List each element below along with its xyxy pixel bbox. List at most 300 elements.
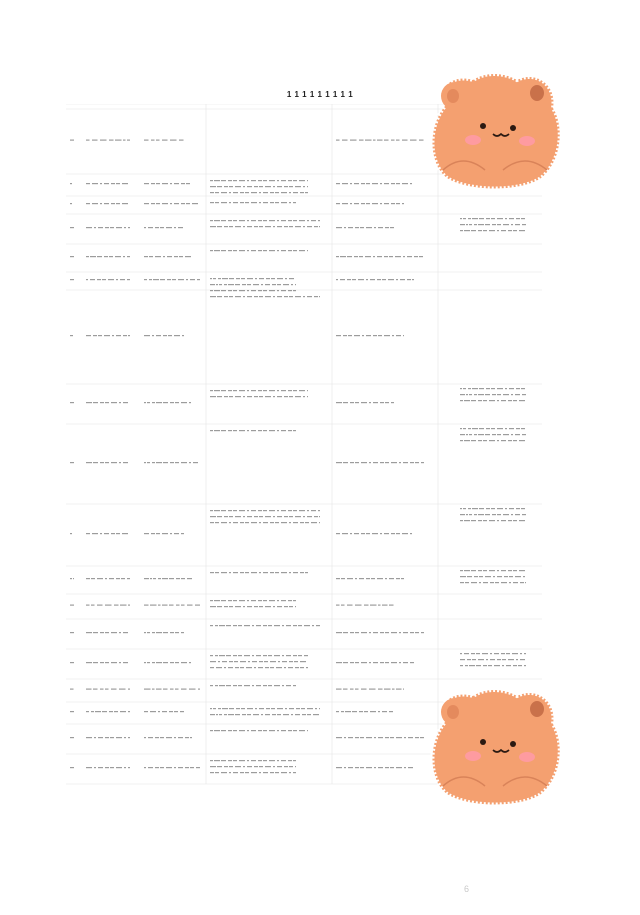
faded-text-mark (291, 714, 293, 715)
faded-text-mark (277, 186, 282, 187)
faded-text-mark (491, 388, 495, 389)
faded-text-mark (275, 772, 279, 773)
faded-text-mark (259, 296, 263, 297)
faded-text-mark (229, 186, 233, 187)
faded-text-mark (472, 508, 478, 509)
faded-text-mark (268, 685, 272, 686)
faded-text-mark (281, 572, 287, 573)
faded-text-mark (170, 689, 174, 690)
faded-text-mark (340, 256, 346, 257)
faded-text-mark (147, 662, 150, 663)
faded-text-mark (508, 440, 512, 441)
faded-text-mark (295, 226, 301, 227)
faded-text-mark (315, 708, 317, 709)
faded-text-mark (403, 256, 405, 257)
faded-text-mark (294, 661, 298, 662)
faded-text-mark (485, 576, 491, 577)
faded-text-mark (341, 578, 345, 579)
faded-text-mark (460, 388, 462, 389)
faded-text-mark (222, 708, 228, 709)
faded-text-mark (391, 462, 397, 463)
faded-text-mark (144, 711, 148, 712)
faded-text-mark (127, 279, 130, 280)
faded-text-mark (178, 279, 184, 280)
faded-text-mark (229, 202, 231, 203)
faded-text-mark (396, 578, 400, 579)
faded-text-mark (178, 227, 183, 228)
faded-text-mark (483, 520, 487, 521)
faded-text-mark (372, 183, 378, 184)
faded-text-mark (247, 250, 249, 251)
faded-text-mark (380, 533, 382, 534)
faded-text-mark (174, 256, 178, 257)
faded-text-mark (86, 689, 92, 690)
faded-text-mark (229, 708, 234, 709)
faded-text-mark (238, 655, 242, 656)
faded-text-mark (259, 522, 261, 523)
faded-text-mark (181, 402, 187, 403)
faded-text-mark (288, 667, 293, 668)
faded-text-mark (258, 730, 262, 731)
faded-text-mark (478, 570, 482, 571)
faded-text-mark (86, 256, 89, 257)
faded-text-mark (505, 218, 507, 219)
faded-text-mark (251, 510, 256, 511)
faded-text-mark (255, 708, 257, 709)
faded-text-mark (254, 606, 258, 607)
faded-text-mark (216, 284, 218, 285)
faded-text-mark (293, 522, 298, 523)
faded-text-mark (497, 520, 499, 521)
faded-text-mark (384, 689, 391, 690)
faded-text-mark (520, 582, 524, 583)
faded-text-mark (243, 296, 245, 297)
faded-text-mark (414, 256, 418, 257)
faded-text-mark (408, 767, 413, 768)
faded-text-mark (224, 226, 228, 227)
faded-text-mark (465, 582, 469, 583)
faded-text-mark (163, 632, 168, 633)
faded-text-mark (312, 625, 314, 626)
faded-text-mark (513, 520, 517, 521)
faded-text-mark (460, 659, 465, 660)
faded-text-mark (281, 600, 286, 601)
faded-text-mark (396, 183, 400, 184)
faded-text-mark (293, 390, 297, 391)
faded-text-mark (166, 227, 172, 228)
faded-text-mark (471, 520, 476, 521)
faded-text-mark (258, 220, 262, 221)
faded-text-mark (497, 440, 499, 441)
faded-text-mark (111, 689, 117, 690)
faded-text-mark (396, 335, 401, 336)
faded-text-mark (263, 510, 267, 511)
faded-text-mark (509, 576, 513, 577)
faded-text-mark (182, 335, 184, 336)
faded-text-mark (471, 570, 476, 571)
faded-text-mark (219, 655, 225, 656)
faded-text-mark (104, 256, 108, 257)
faded-text-mark (295, 516, 301, 517)
faded-text-mark (155, 767, 159, 768)
faded-text-mark (90, 256, 96, 257)
faded-text-mark (210, 250, 213, 251)
faded-text-mark (166, 737, 172, 738)
faded-text-mark (215, 685, 218, 686)
faded-text-mark (266, 708, 270, 709)
faded-text-mark (486, 508, 490, 509)
faded-text-mark (265, 226, 271, 227)
faded-text-mark (372, 533, 378, 534)
faded-text-mark (377, 256, 382, 257)
faded-text-mark (111, 533, 115, 534)
faded-text-mark (189, 462, 191, 463)
faded-text-mark (245, 572, 249, 573)
faded-text-mark (513, 440, 517, 441)
faded-text-mark (277, 296, 282, 297)
faded-text-mark (270, 661, 276, 662)
faded-text-mark (98, 737, 103, 738)
faded-text-mark (235, 667, 239, 668)
faded-text-mark (233, 180, 237, 181)
faded-text-mark (229, 661, 233, 662)
faded-text-mark (219, 685, 225, 686)
faded-text-mark (348, 227, 353, 228)
faded-text-mark (408, 737, 413, 738)
faded-text-mark (472, 428, 478, 429)
faded-text-mark (210, 772, 214, 773)
faded-text-mark (228, 390, 232, 391)
faded-text-mark (214, 390, 220, 391)
faded-text-mark (181, 632, 184, 633)
faded-text-mark (144, 256, 148, 257)
faded-text-mark (336, 183, 340, 184)
faded-text-mark (289, 296, 293, 297)
faded-text-mark (281, 430, 286, 431)
faded-text-mark (350, 533, 352, 534)
faded-text-mark (488, 665, 492, 666)
faded-text-mark (295, 296, 301, 297)
faded-text-mark (124, 227, 126, 228)
faded-text-mark (243, 226, 245, 227)
faded-text-mark (228, 510, 232, 511)
faded-text-mark (179, 256, 183, 257)
faded-text-mark (471, 653, 475, 654)
faded-text-mark (491, 428, 495, 429)
faded-text-mark (265, 516, 271, 517)
faded-text-mark (483, 582, 488, 583)
faded-text-mark (263, 572, 268, 573)
faded-text-mark (374, 767, 376, 768)
faded-text-mark (261, 714, 263, 715)
faded-text-mark (144, 662, 146, 663)
faded-text-mark (281, 220, 286, 221)
faded-text-mark (298, 625, 302, 626)
faded-text-mark (214, 250, 220, 251)
faded-text-mark (123, 662, 128, 663)
faded-text-mark (288, 220, 292, 221)
faded-text-mark (361, 203, 365, 204)
faded-text-mark (233, 772, 238, 773)
faded-text-mark (314, 516, 318, 517)
faded-text-mark (102, 279, 106, 280)
faded-text-mark (365, 140, 372, 141)
faded-text-mark (235, 714, 240, 715)
faded-text-mark (70, 578, 72, 579)
faded-text-mark (156, 203, 160, 204)
faded-text-mark (479, 582, 481, 583)
faded-text-mark (399, 662, 401, 663)
faded-text-mark (120, 279, 125, 280)
faded-text-mark (144, 279, 147, 280)
faded-text-mark (210, 192, 214, 193)
faded-text-mark (350, 462, 354, 463)
faded-text-mark (282, 661, 287, 662)
faded-text-mark (366, 578, 370, 579)
faded-text-mark (123, 335, 127, 336)
faded-text-mark (151, 183, 155, 184)
faded-text-mark (343, 662, 348, 663)
faded-text-mark (270, 667, 274, 668)
faded-text-mark (224, 284, 227, 285)
faded-text-mark (289, 202, 291, 203)
faded-text-mark (523, 576, 525, 577)
faded-text-mark (210, 390, 213, 391)
faded-text-mark (214, 220, 220, 221)
faded-text-mark (508, 570, 512, 571)
faded-text-mark (497, 514, 501, 515)
faded-text-mark (217, 396, 222, 397)
faded-text-mark (513, 570, 517, 571)
faded-text-mark (271, 708, 275, 709)
faded-text-mark (100, 402, 104, 403)
faded-text-mark (156, 402, 162, 403)
faded-text-mark (174, 767, 176, 768)
faded-text-mark (390, 227, 394, 228)
faded-text-mark (497, 400, 499, 401)
faded-text-mark (373, 632, 378, 633)
faded-text-mark (86, 711, 89, 712)
faded-text-mark (286, 625, 291, 626)
faded-text-mark (342, 533, 348, 534)
faded-text-mark (275, 202, 279, 203)
faded-text-mark (460, 434, 465, 435)
faded-text-mark (270, 192, 274, 193)
faded-text-mark (288, 390, 292, 391)
faded-text-mark (342, 183, 348, 184)
faded-text-mark (508, 659, 514, 660)
faded-text-mark (109, 578, 114, 579)
faded-text-mark (252, 625, 254, 626)
faded-text-mark (215, 522, 219, 523)
faded-text-mark (293, 760, 296, 761)
faded-text-mark (259, 226, 263, 227)
faded-text-mark (121, 578, 125, 579)
faded-text-mark (464, 230, 470, 231)
faded-text-mark (289, 766, 293, 767)
faded-text-mark (189, 402, 191, 403)
faded-text-mark (254, 226, 258, 227)
faded-text-mark (174, 203, 179, 204)
faded-text-mark (318, 220, 320, 221)
faded-text-mark (119, 662, 121, 663)
faded-text-mark (128, 711, 130, 712)
faded-text-mark (185, 256, 191, 257)
faded-text-mark (509, 508, 514, 509)
faded-text-mark (218, 278, 221, 279)
faded-text-mark (464, 570, 470, 571)
faded-text-mark (492, 514, 496, 515)
faded-text-mark (152, 335, 154, 336)
faded-text-mark (163, 402, 168, 403)
faded-text-mark (269, 290, 275, 291)
faded-text-mark (355, 662, 359, 663)
faded-text-mark (281, 510, 286, 511)
faded-text-mark (70, 605, 74, 606)
faded-text-mark (288, 180, 292, 181)
faded-text-mark (385, 227, 389, 228)
faded-text-mark (265, 396, 271, 397)
faded-text-mark (109, 711, 113, 712)
faded-text-mark (366, 279, 368, 280)
faded-text-mark (210, 516, 216, 517)
faded-text-mark (258, 180, 262, 181)
faded-text-mark (391, 533, 395, 534)
faded-text-mark (247, 390, 249, 391)
faded-text-mark (149, 279, 152, 280)
faded-text-mark (336, 578, 340, 579)
faded-text-mark (303, 226, 305, 227)
faded-text-mark (224, 667, 226, 668)
faded-text-mark (105, 767, 109, 768)
faded-text-mark (300, 667, 304, 668)
faded-text-mark (259, 772, 261, 773)
faded-text-mark (185, 737, 189, 738)
faded-text-mark (385, 462, 389, 463)
faded-text-mark (86, 402, 92, 403)
faded-text-mark (210, 655, 213, 656)
faded-text-mark (390, 737, 394, 738)
faded-text-mark (156, 462, 162, 463)
faded-text-mark (400, 279, 405, 280)
faded-text-mark (513, 665, 517, 666)
faded-text-mark (104, 335, 110, 336)
faded-text-mark (380, 183, 382, 184)
faded-text-mark (235, 516, 241, 517)
faded-text-mark (259, 708, 264, 709)
faded-text-mark (384, 256, 388, 257)
faded-text-mark (105, 605, 112, 606)
faded-text-mark (345, 711, 351, 712)
faded-text-mark (391, 402, 394, 403)
faded-text-mark (293, 202, 296, 203)
faded-text-mark (402, 203, 404, 204)
faded-text-mark (222, 278, 228, 279)
faded-text-mark (239, 220, 245, 221)
faded-text-mark (70, 256, 74, 257)
faded-text-mark (371, 578, 375, 579)
faded-text-mark (116, 578, 120, 579)
faded-text-mark (151, 203, 155, 204)
faded-text-mark (221, 192, 227, 193)
faded-text-mark (122, 183, 128, 184)
faded-text-mark (214, 290, 220, 291)
faded-text-mark (243, 516, 245, 517)
faded-text-mark (281, 522, 287, 523)
faded-text-mark (508, 520, 512, 521)
faded-text-mark (210, 625, 213, 626)
faded-text-mark (295, 606, 296, 607)
faded-text-mark (127, 256, 130, 257)
faded-text-mark (221, 730, 226, 731)
faded-text-mark (415, 737, 419, 738)
faded-text-mark (460, 514, 465, 515)
faded-text-mark (181, 578, 185, 579)
faded-text-mark (160, 279, 165, 280)
faded-text-mark (336, 711, 339, 712)
faded-text-mark (259, 572, 261, 573)
faded-text-mark (396, 279, 398, 280)
faded-text-mark (128, 767, 130, 768)
teddy-bear-sticker-top (425, 66, 565, 192)
faded-text-mark (274, 625, 280, 626)
faded-text-mark (86, 140, 90, 141)
faded-text-mark (228, 290, 232, 291)
faded-text-mark (380, 662, 384, 663)
faded-text-mark (347, 279, 351, 280)
faded-text-mark (355, 402, 359, 403)
faded-text-mark (247, 714, 251, 715)
faded-text-mark (221, 572, 227, 573)
faded-text-mark (70, 711, 74, 712)
faded-text-mark (217, 766, 222, 767)
faded-text-mark (263, 772, 268, 773)
faded-text-mark (210, 714, 215, 715)
faded-text-mark (119, 462, 121, 463)
faded-text-mark (222, 661, 227, 662)
faded-text-mark (293, 730, 297, 731)
faded-text-mark (128, 689, 130, 690)
faded-text-mark (93, 689, 98, 690)
faded-text-mark (483, 400, 487, 401)
faded-text-mark (116, 227, 122, 228)
faded-text-mark (144, 767, 146, 768)
faded-text-mark (144, 737, 146, 738)
faded-text-mark (348, 335, 352, 336)
faded-text-mark (516, 659, 518, 660)
faded-text-mark (293, 655, 297, 656)
faded-text-mark (163, 462, 168, 463)
faded-text-mark (403, 689, 404, 690)
faded-text-mark (489, 230, 495, 231)
faded-text-mark (396, 767, 402, 768)
faded-text-mark (468, 508, 471, 509)
faded-text-mark (111, 462, 117, 463)
faded-text-mark (286, 655, 291, 656)
faded-text-mark (98, 227, 103, 228)
faded-text-mark (284, 516, 288, 517)
faded-text-mark (91, 711, 94, 712)
faded-text-mark (359, 578, 364, 579)
faded-text-mark (100, 689, 104, 690)
faded-text-mark (70, 689, 74, 690)
faded-text-mark (291, 284, 293, 285)
faded-text-mark (469, 514, 472, 515)
faded-text-mark (190, 737, 192, 738)
faded-text-mark (234, 661, 238, 662)
faded-text-mark (233, 685, 237, 686)
faded-text-mark (311, 510, 316, 511)
